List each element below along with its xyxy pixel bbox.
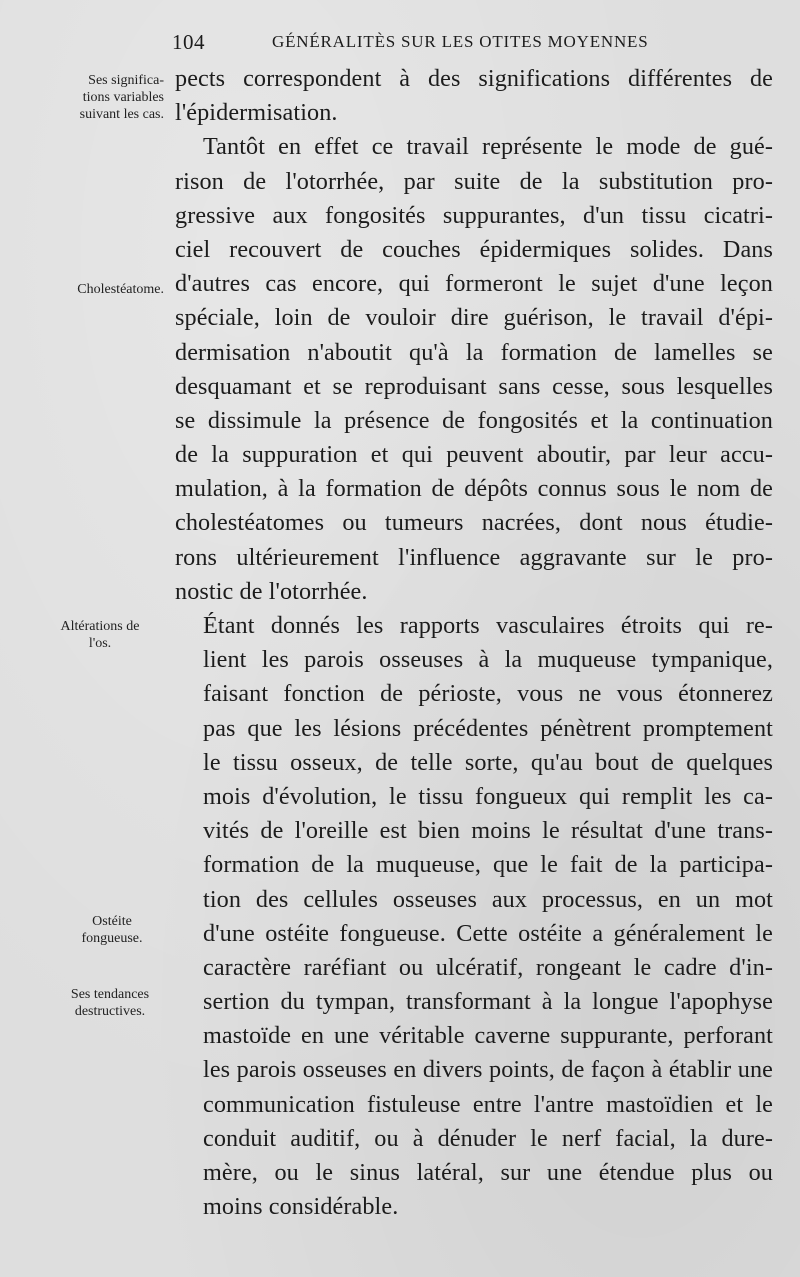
running-head (172, 28, 762, 58)
text-line: gressive aux fongosités suppurantes, d'un tissu cicatri- (175, 201, 773, 229)
text-line: moins considérable. (203, 1193, 399, 1221)
margin-note-line: l'os. (88, 636, 112, 651)
text-line: communication fistuleuse entre l'antre mastoïdien et le (203, 1090, 773, 1118)
text-line: rons ultérieurement l'influence aggravante sur le pro- (175, 543, 773, 571)
text-line: l'épidermisation. (175, 99, 338, 127)
text-line: tion des cellules osseuses aux processus, en un mot (203, 885, 773, 913)
margin-note-line: Ses tendances (70, 987, 150, 1002)
margin-note-line: Altérations de (60, 619, 140, 634)
text-line: mulation, à la formation de dépôts connus sous le nom de (175, 475, 773, 503)
text-line: mère, ou le sinus latéral, sur une étendue plus ou (203, 1159, 773, 1186)
text-line: rison de l'otorrhée, par suite de la substitution pro- (175, 167, 773, 195)
margin-note-tendances (50, 986, 170, 1020)
text-line: pects correspondent à des significations différentes de (175, 65, 773, 92)
text-line: d'une ostéite fongueuse. Cette ostéite a généralement le (203, 919, 773, 947)
margin-note-line: tions variables (82, 90, 164, 105)
text-line: d'autres cas encore, qui formeront le sujet d'une leçon (175, 270, 773, 298)
margin-note-significations (36, 72, 164, 123)
margin-note-line: destructives. (74, 1004, 146, 1019)
margin-note-line: fongueuse. (81, 931, 143, 946)
text-line: ciel recouvert de couches épidermiques solides. Dans (175, 235, 773, 263)
text-line: vités de l'oreille est bien moins le résultat d'une trans- (203, 817, 773, 845)
margin-note-osteite (52, 913, 172, 947)
text-line: cholestéatomes ou tumeurs nacrées, dont nous étudie- (175, 509, 773, 537)
page-number: 104 (172, 30, 205, 54)
running-title: GÉNÉRALITÈS SUR LES OTITES MOYENNES (272, 32, 649, 51)
text-line: Tantôt en effet ce travail représente le mode de gué- (203, 133, 773, 161)
margin-note-cholesteatome (30, 281, 164, 298)
text-line: sertion du tympan, transformant à la longue l'apophyse (203, 988, 773, 1016)
margin-note-line: Cholestéatome. (77, 282, 164, 297)
text-line: mois d'évolution, le tissu fongueux qui remplit les ca- (203, 782, 773, 810)
text-line: desquamant et se reproduisant sans cesse, sous lesquelles (175, 372, 773, 400)
text-line: Étant donnés les rapports vasculaires étroits qui re- (203, 612, 773, 639)
text-line: conduit auditif, ou à dénuder le nerf facial, la dure- (203, 1124, 773, 1152)
margin-note-line: Ostéite (92, 914, 132, 929)
text-line: nostic de l'otorrhée. (175, 577, 368, 605)
text-line: dermisation n'aboutit qu'à la formation de lamelles se (175, 338, 773, 366)
text-line: de la suppuration et qui peuvent aboutir, par leur accu- (175, 441, 773, 469)
text-line: mastoïde en une véritable caverne suppurante, perforant (203, 1022, 773, 1050)
text-line: lient les parois osseuses à la muqueuse tympanique, (203, 646, 773, 674)
text-line: le tissu osseux, de telle sorte, qu'au bout de quelques (203, 748, 773, 776)
margin-note-alterations (40, 618, 160, 652)
text-line: formation de la muqueuse, que le fait de la participa- (203, 851, 773, 879)
text-line: pas que les lésions précédentes pénètrent promptement (203, 714, 773, 742)
body-text (175, 62, 773, 1224)
text-line: faisant fonction de périoste, vous ne vous étonnerez (203, 680, 773, 708)
text-line: se dissimule la présence de fongosités et la continuation (175, 406, 773, 434)
text-line: les parois osseuses en divers points, de façon à établir une (203, 1056, 773, 1084)
margin-note-line: Ses significa- (88, 73, 164, 88)
text-line: spéciale, loin de vouloir dire guérison, le travail d'épi- (175, 304, 773, 332)
margin-note-line: suivant les cas. (79, 107, 164, 122)
text-line: caractère raréfiant ou ulcératif, rongeant le cadre d'in- (203, 953, 773, 981)
